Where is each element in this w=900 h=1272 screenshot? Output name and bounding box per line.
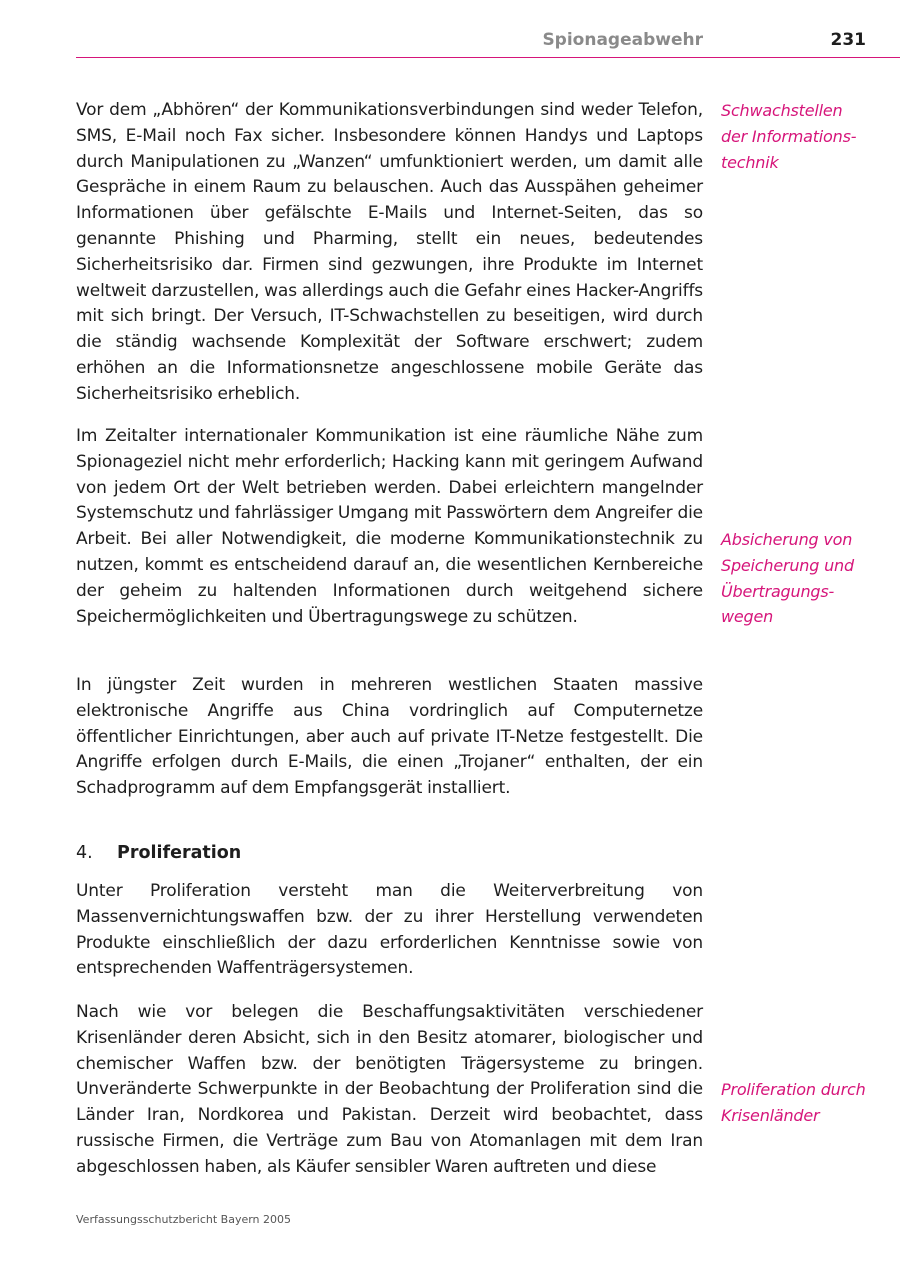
paragraph-5: Nach wie vor belegen die Beschaffungsaktivitäten verschiedener Krisenländer deren Absicht, sich in den Besitz atomarer, biologischer und chemischer Waffen bzw. der benötigten Trägersysteme zu bringen. Unveränderte Schwerpunkte in der Beobachtung der Proliferation sind die Länder Iran, Nordkorea und Pakistan. Derzeit wird beobachtet, dass russische Firmen, die Verträge zum Bau von Atomanlagen mit dem Iran abgeschlossen haben, als Käufer sensibler Waren auftreten und diese <box>76 1002 703 1177</box>
section-heading <box>76 841 241 866</box>
margin-note-3: Proliferation durch Krisenländer <box>721 1080 866 1125</box>
section-number: 4. <box>76 843 93 863</box>
section-title: Proliferation <box>117 843 242 863</box>
page-number: 231 <box>830 30 866 50</box>
paragraph-4: Unter Proliferation versteht man die Weiterverbreitung von Massenvernichtungswaffen bzw. der zu ihrer Herstellung verwendeten Produkte einschließlich der dazu erforderlichen Kenntnisse sowie von entsprechenden Waffenträgersystemen. <box>76 881 703 979</box>
page-footer: Verfassungsschutzbericht Bayern 2005 <box>76 1213 292 1226</box>
paragraph-2: Im Zeitalter internationaler Kommunikation ist eine räumliche Nähe zum Spionageziel nicht mehr erforderlich; Hacking kann mit geringem Aufwand von jedem Ort der Welt betrieben werden. Dabei erleichtern mangelnder Systemschutz und fahrlässiger Umgang mit Passwörtern dem Angreifer die Arbeit. Bei aller Notwendigkeit, die moderne Kommunikationstechnik zu nutzen, kommt es entscheidend darauf an, die wesentlichen Kernbereiche der geheim zu haltenden Informationen durch weitgehend sichere Speichermöglichkeiten und Übertragungswege zu schützen. <box>76 426 703 627</box>
running-header-title: Spionageabwehr <box>542 30 703 50</box>
header-rule <box>76 57 900 58</box>
paragraph-1: Vor dem „Abhören“ der Kommunikationsverbindungen sind weder Telefon, SMS, E-Mail noch Fax sicher. Insbesondere können Handys und Laptops durch Manipulationen zu „Wanzen“ umfunktioniert werden, um damit alle Gespräche in einem Raum zu belauschen. Auch das Ausspähen geheimer Informationen über gefälschte E-Mails und Internet-Seiten, das so genannte Phishing und Pharming, stellt ein neues, bedeutendes Sicherheitsrisiko dar. Firmen sind gezwungen, ihre Produkte im Internet weltweit darzustellen, was allerdings auch die Gefahr eines Hacker-Angriffs mit sich bringt. Der Versuch, IT-Schwachstellen zu beseitigen, wird durch die ständig wachsende Komplexität der Software erschwert; zudem erhöhen an die Informationsnetze angeschlossene mobile Geräte das Sicherheitsrisiko erheblich. <box>76 100 703 404</box>
margin-note-2: Absicherung von Speicherung und Übertragungswegen <box>721 530 854 627</box>
paragraph-3: In jüngster Zeit wurden in mehreren westlichen Staaten massive elektronische Angriffe aus China vordringlich auf Computernetze öffentlicher Einrichtungen, aber auch auf private IT-Netze festgestellt. Die Angriffe erfolgen durch E-Mails, die einen „Trojaner“ enthalten, der ein Schadprogramm auf dem Empfangsgerät installiert. <box>76 675 703 799</box>
margin-note-1: Schwachstellen der Informationstechnik <box>721 101 857 172</box>
